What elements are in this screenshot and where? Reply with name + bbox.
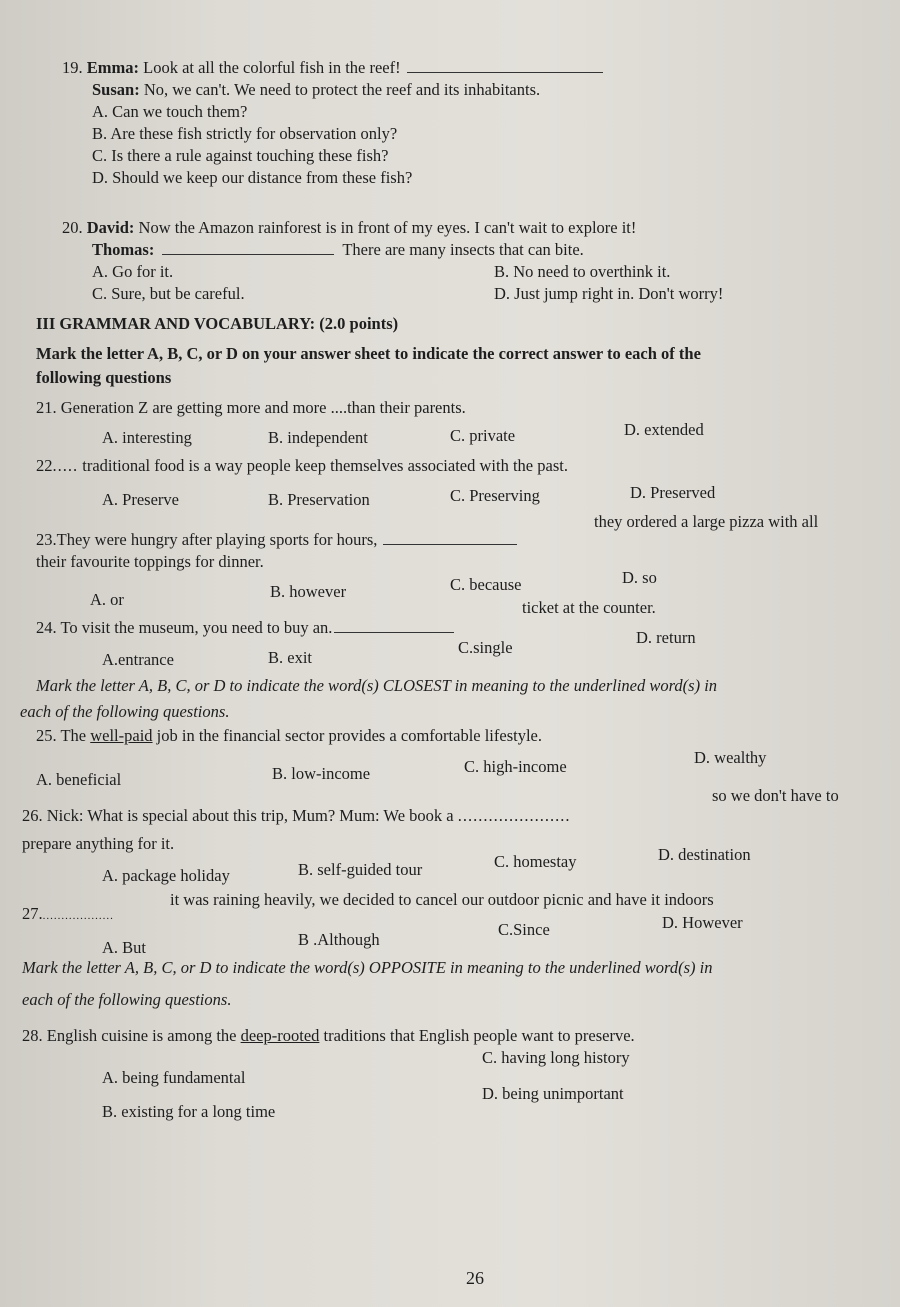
q21-option-c: C. private bbox=[450, 426, 516, 445]
q19-option-a: A. Can we touch them? bbox=[92, 102, 248, 121]
q25-option-a: A. beneficial bbox=[36, 770, 122, 789]
q28-option-b: B. existing for a long time bbox=[102, 1102, 276, 1121]
q19-line1: 19. Emma: Look at all the colorful fish in the reef! bbox=[62, 58, 603, 78]
opposite-instruction-line1: Mark the letter A, B, C, or D to indicate the word(s) OPPOSITE in meaning to the underlined word(s) in bbox=[22, 958, 713, 977]
q25-stem: 25. The well-paid job in the financial sector provides a comfortable lifestyle. bbox=[36, 726, 542, 745]
q20-option-b: B. No need to overthink it. bbox=[494, 262, 671, 281]
closest-instruction-line2: each of the following questions. bbox=[20, 702, 230, 721]
q24-stem-a: 24. To visit the museum, you need to buy an. bbox=[36, 618, 454, 638]
q27-option-d: D. However bbox=[662, 913, 743, 932]
q28-option-a: A. being fundamental bbox=[102, 1068, 246, 1087]
q19-option-b: B. Are these fish strictly for observation only? bbox=[92, 124, 398, 143]
underlined-word: well-paid bbox=[90, 726, 153, 745]
q23-option-a: A. or bbox=[90, 590, 124, 609]
opposite-instruction-line2: each of the following questions. bbox=[22, 990, 232, 1009]
q26-option-c: C. homestay bbox=[494, 852, 577, 871]
q24-stem-b: ticket at the counter. bbox=[522, 598, 656, 617]
q27-option-c: C.Since bbox=[498, 920, 550, 939]
q23-stem-c: their favourite toppings for dinner. bbox=[36, 552, 264, 571]
answer-blank bbox=[383, 530, 517, 545]
answer-blank bbox=[334, 618, 454, 633]
q22-option-a: A. Preserve bbox=[102, 490, 179, 509]
q23-stem-a: 23.They were hungry after playing sports for hours, bbox=[36, 530, 517, 550]
q20-option-c: C. Sure, but be careful. bbox=[92, 284, 245, 303]
answer-blank bbox=[407, 58, 603, 73]
q21-stem: 21. Generation Z are getting more and more ....than their parents. bbox=[36, 398, 466, 417]
q28-stem: 28. English cuisine is among the deep-rooted traditions that English people want to preserve. bbox=[22, 1026, 635, 1045]
q21-option-b: B. independent bbox=[268, 428, 368, 447]
q28-option-c: C. having long history bbox=[482, 1048, 630, 1067]
q26-stem-b: so we don't have to bbox=[712, 786, 839, 805]
q24-option-c: C.single bbox=[458, 638, 513, 657]
q26-option-b: B. self-guided tour bbox=[298, 860, 423, 879]
q22-option-b: B. Preservation bbox=[268, 490, 370, 509]
underlined-word: deep-rooted bbox=[240, 1026, 320, 1045]
q21-option-d: D. extended bbox=[624, 420, 704, 439]
closest-instruction-line1: Mark the letter A, B, C, or D to indicate the word(s) CLOSEST in meaning to the underlined word(s) in bbox=[36, 676, 718, 695]
q20-line2: Thomas: There are many insects that can bite. bbox=[92, 240, 584, 259]
q19-option-d: D. Should we keep our distance from these fish? bbox=[92, 168, 413, 187]
q20-option-d: D. Just jump right in. Don't worry! bbox=[494, 284, 724, 303]
q28-option-d: D. being unimportant bbox=[482, 1084, 624, 1103]
q27-stem-a: 27.................... bbox=[22, 904, 114, 923]
q24-option-d: D. return bbox=[636, 628, 696, 647]
q22-stem: 22..... traditional food is a way people keep themselves associated with the past. bbox=[36, 456, 568, 475]
q19-line2: Susan: No, we can't. We need to protect the reef and its inhabitants. bbox=[92, 80, 541, 99]
q23-stem-b: they ordered a large pizza with all bbox=[594, 512, 819, 531]
q25-option-b: B. low-income bbox=[272, 764, 371, 783]
q21-option-a: A. interesting bbox=[102, 428, 192, 447]
section-title: III GRAMMAR AND VOCABULARY: (2.0 points) bbox=[36, 314, 399, 333]
q23-option-b: B. however bbox=[270, 582, 347, 601]
q23-option-d: D. so bbox=[622, 568, 657, 587]
answer-blank bbox=[162, 240, 334, 255]
q20-line1: 20. David: Now the Amazon rainforest is in front of my eyes. I can't wait to explore it! bbox=[62, 218, 637, 237]
q20-option-a: A. Go for it. bbox=[92, 262, 174, 281]
q27-option-b: B .Although bbox=[298, 930, 380, 949]
q26-option-d: D. destination bbox=[658, 845, 751, 864]
q25-option-d: D. wealthy bbox=[694, 748, 767, 767]
q24-option-a: A.entrance bbox=[102, 650, 174, 669]
section-instruction-line2: following questions bbox=[36, 368, 172, 387]
q19-option-c: C. Is there a rule against touching these fish? bbox=[92, 146, 389, 165]
q25-option-c: C. high-income bbox=[464, 757, 567, 776]
page-number: 26 bbox=[466, 1268, 484, 1288]
q22-option-c: C. Preserving bbox=[450, 486, 540, 505]
q22-option-d: D. Preserved bbox=[630, 483, 716, 502]
q26-stem-c: prepare anything for it. bbox=[22, 834, 175, 853]
q27-option-a: A. But bbox=[102, 938, 147, 957]
q26-stem-a: 26. Nick: What is special about this trip, Mum? Mum: We book a ...................... bbox=[22, 806, 571, 825]
q24-option-b: B. exit bbox=[268, 648, 312, 667]
q26-option-a: A. package holiday bbox=[102, 866, 230, 885]
q23-option-c: C. because bbox=[450, 575, 522, 594]
q27-stem-b: it was raining heavily, we decided to cancel our outdoor picnic and have it indoors bbox=[170, 890, 714, 909]
section-instruction-line1: Mark the letter A, B, C, or D on your answer sheet to indicate the correct answer to each of the bbox=[36, 344, 701, 363]
